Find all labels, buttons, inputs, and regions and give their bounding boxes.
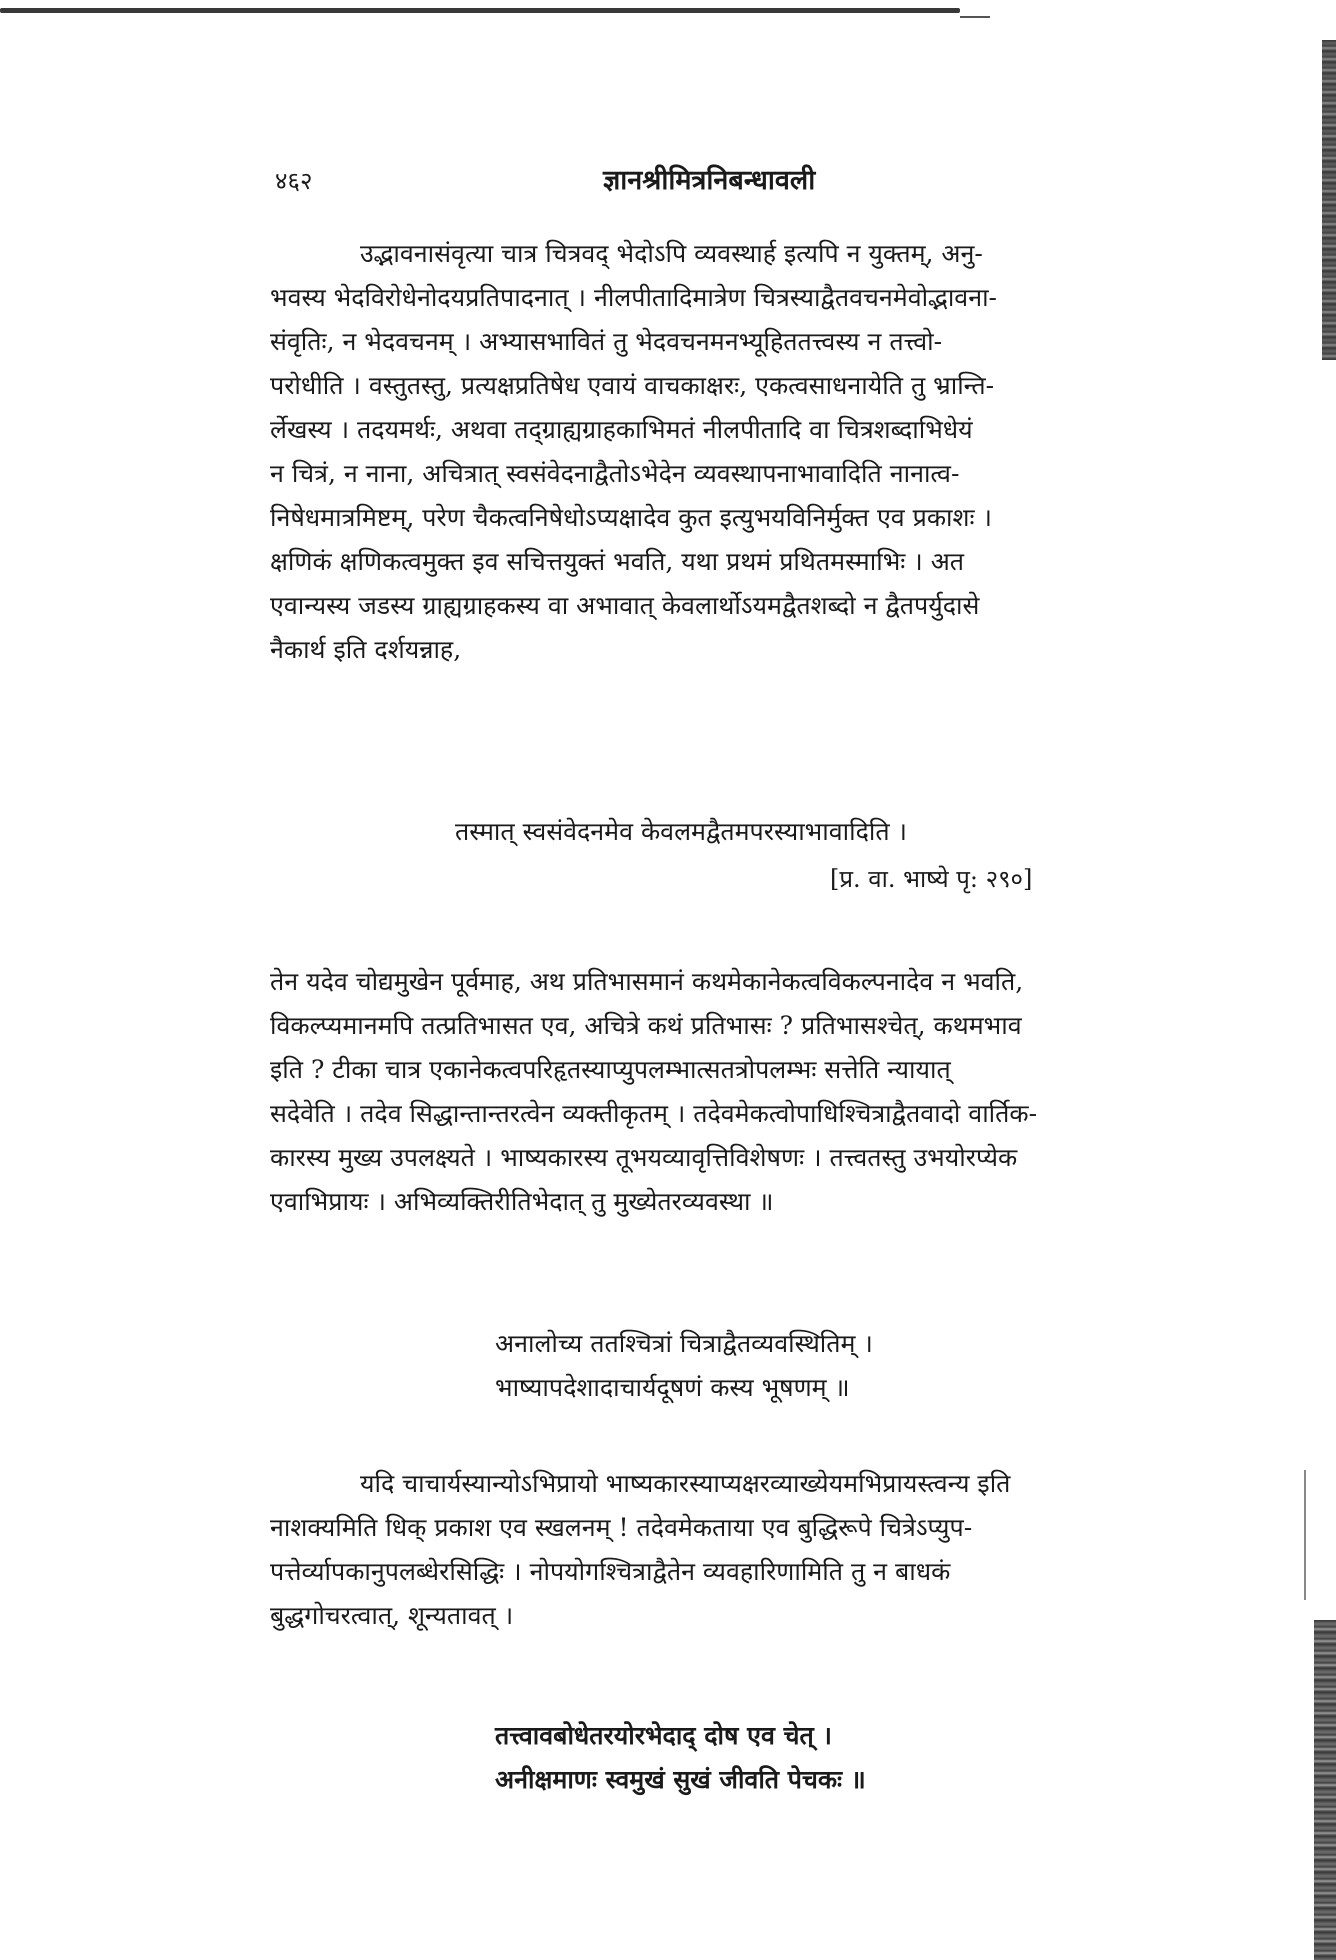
paragraph-line: पत्तेर्व्यापकानुपलब्धेरसिद्धिः । नोपयोगश्चित्राद्वैतेन व्यवहारिणामिति तु न बाधकं bbox=[270, 1557, 951, 1586]
scan-edge-mark bbox=[1304, 1470, 1306, 1600]
paragraph-line: नाशक्यमिति धिक् प्रकाश एव स्खलनम् ! तदेवमेकताया एव बुद्धिरूपे चित्रेऽप्युप- bbox=[270, 1513, 973, 1542]
verse-line: अनालोच्य ततश्चित्रां चित्राद्वैतव्यवस्थितिम् । bbox=[495, 1329, 873, 1358]
paragraph-line: एवाभिप्रायः । अभिव्यक्तिरीतिभेदात् तु मुख्येतरव्यवस्था ॥ bbox=[270, 1187, 774, 1216]
paragraph-line: इति ? टीका चात्र एकानेकत्वपरिहृतस्याप्युपलम्भात्सतत्रोपलम्भः सत्तेति न्यायात् bbox=[270, 1055, 951, 1084]
page-number: ४६२ bbox=[275, 167, 313, 195]
verse-line: भाष्यापदेशादाचार्यदूषणं कस्य भूषणम् ॥ bbox=[495, 1373, 850, 1402]
scan-right-edge bbox=[1308, 20, 1336, 1950]
verse-3 bbox=[495, 1714, 866, 1802]
page-header bbox=[275, 160, 965, 204]
verse-2 bbox=[495, 1322, 873, 1410]
paragraph-line: यदि चाचार्यस्यान्योऽभिप्रायो भाष्यकारस्याप्यक्षरव्याख्येयमभिप्रायस्त्वन्य इति bbox=[360, 1469, 1011, 1498]
paragraph-line: सदेवेति । तदेव सिद्धान्तान्तरत्वेन व्यक्तीकृतम् । तदेवमेकत्वोपाधिश्चित्राद्वैतवादो वार्तिक- bbox=[270, 1099, 1038, 1128]
scan-top-rule bbox=[0, 8, 960, 13]
scan-edge-shadow-top bbox=[1322, 40, 1336, 360]
scan-edge-shadow-bottom bbox=[1314, 1620, 1336, 1960]
verse-line: अनीक्षमाणः स्वमुखं सुखं जीवति पेचकः ॥ bbox=[495, 1765, 866, 1794]
verse-line: तत्त्वावबोधेतरयोरभेदाद् दोष एव चेत् । bbox=[495, 1721, 832, 1750]
paragraph-line: निषेधमात्रमिष्टम्, परेण चैकत्वनिषेधोऽप्यक्षादेव कुत इत्युभयविनिर्मुक्त एव प्रकाशः । bbox=[270, 503, 993, 532]
paragraph-line: उद्भावनासंवृत्या चात्र चित्रवद् भेदोऽपि व्यवस्थार्ह इत्यपि न युक्तम्, अनु- bbox=[360, 239, 983, 268]
paragraph-line: एवान्यस्य जडस्य ग्राह्यग्राहकस्य वा अभावात् केवलार्थोऽयमद्वैतशब्दो न द्वैतपर्युदासे bbox=[270, 591, 980, 620]
paragraph-line: नैकार्थ इति दर्शयन्नाह, bbox=[270, 635, 462, 664]
paragraph-line: परोधीति । वस्तुतस्तु, प्रत्यक्षप्रतिषेध एवायं वाचकाक्षरः, एकत्वसाधनायेति तु भ्रान्ति- bbox=[270, 371, 995, 400]
citation: [प्र. वा. भाष्ये पृ: २९०] bbox=[830, 865, 1033, 893]
paragraph-line: भवस्य भेदविरोधेनोदयप्रतिपादनात् । नीलपीतादिमात्रेण चित्रस्याद्वैतवचनमेवोद्भावना- bbox=[270, 283, 997, 312]
paragraph-line: तेन यदेव चोद्यमुखेन पूर्वमाह, अथ प्रतिभासमानं कथमेकानेकत्वविकल्पनादेव न भवति, bbox=[270, 967, 1024, 996]
paragraph-line: क्षणिकं क्षणिकत्वमुक्त इव सचित्तयुक्तं भवति, यथा प्रथमं प्रथितमस्माभिः । अत bbox=[270, 547, 965, 576]
paragraph-line: कारस्य मुख्य उपलक्ष्यते । भाष्यकारस्य तूभयव्यावृत्तिविशेषणः । तत्त्वतस्तु उभयोरप्येक bbox=[270, 1143, 1018, 1172]
paragraph-line: संवृतिः, न भेदवचनम् । अभ्यासभावितं तु भेदवचनमनभ्यूहिततत्त्वस्य न तत्त्वो- bbox=[270, 327, 943, 356]
scan-top-rule-tail bbox=[960, 16, 990, 18]
paragraph-3 bbox=[270, 1462, 1220, 1638]
quoted-verse-1: तस्मात् स्वसंवेदनमेव केवलमद्वैतमपरस्याभावादिति । bbox=[455, 817, 907, 846]
paragraph-line: बुद्धगोचरत्वात्, शून्यतावत् । bbox=[270, 1601, 514, 1630]
paragraph-2 bbox=[270, 960, 1220, 1224]
paragraph-line: विकल्प्यमानमपि तत्प्रतिभासत एव, अचित्रे कथं प्रतिभासः ? प्रतिभासश्चेत्, कथमभाव bbox=[270, 1011, 1022, 1040]
paragraph-line: न चित्रं, न नाना, अचित्रात् स्वसंवेदनाद्वैतोऽभेदेन व्यवस्थापनाभावादिति नानात्व- bbox=[270, 459, 960, 488]
running-title: ज्ञानश्रीमित्रनिबन्धावली bbox=[603, 165, 816, 196]
paragraph-1 bbox=[270, 232, 1220, 672]
paragraph-line: र्लेखस्य । तदयमर्थः, अथवा तद्ग्राह्यग्राहकाभिमतं नीलपीतादि वा चित्रशब्दाभिधेयं bbox=[270, 415, 973, 444]
